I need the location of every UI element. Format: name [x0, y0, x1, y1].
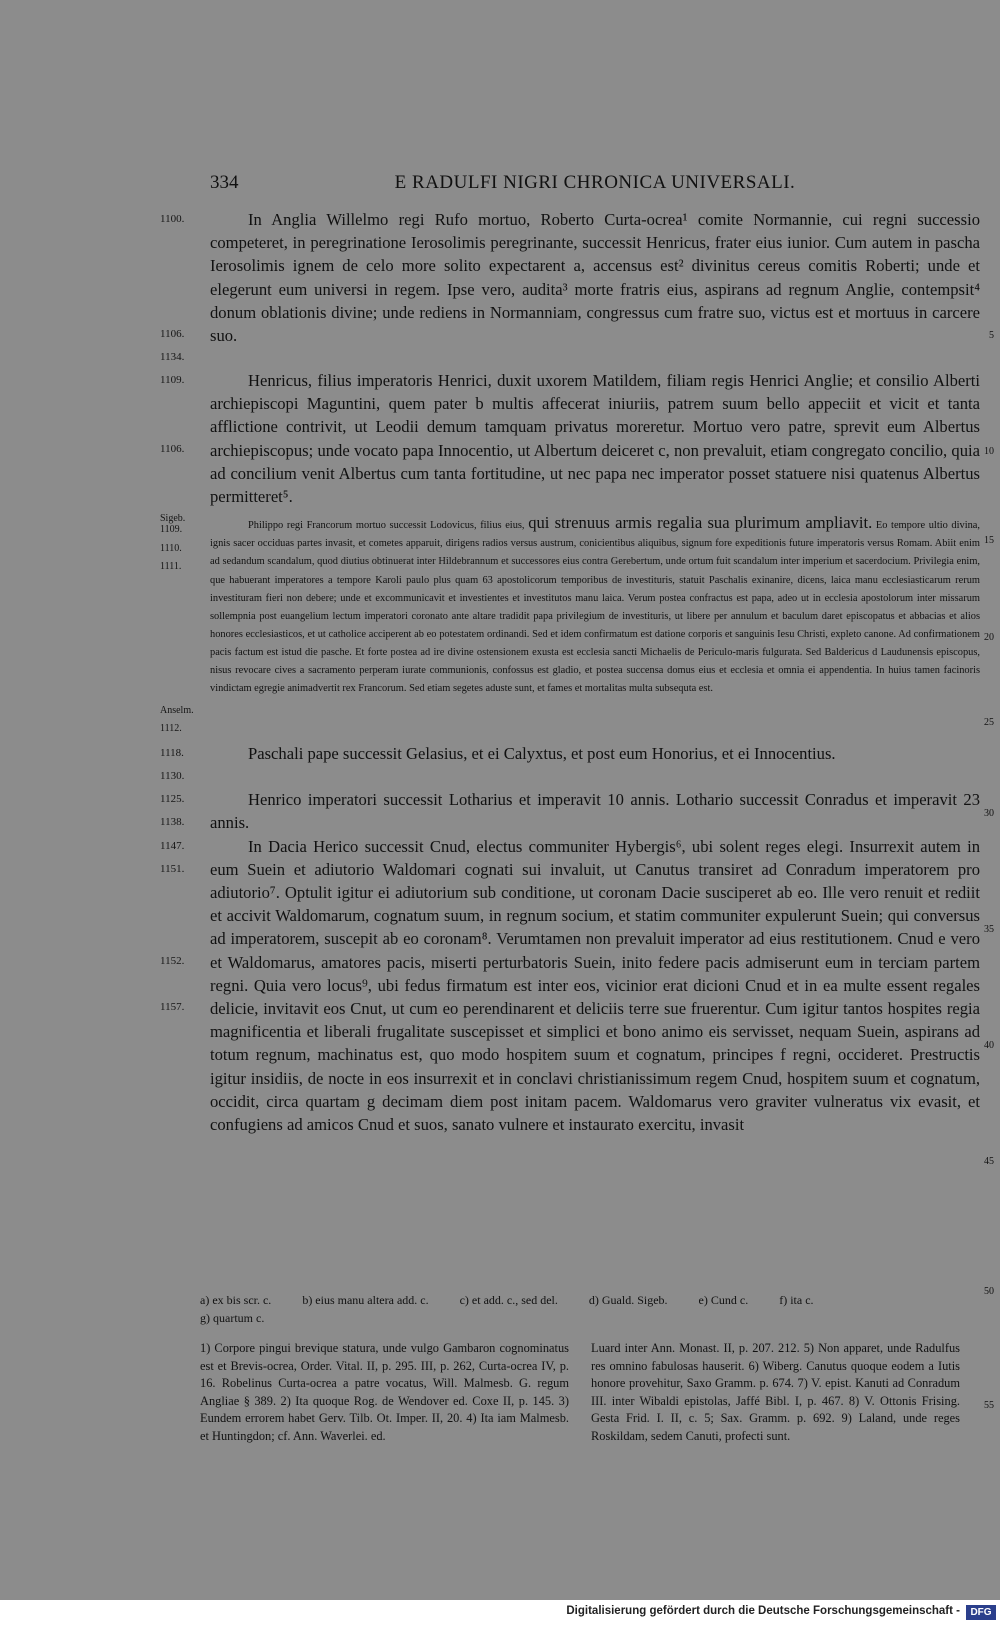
line-number: 5	[989, 330, 994, 341]
page-header	[210, 172, 980, 202]
sigebert-excerpt	[160, 514, 980, 738]
dfg-logo: DFG	[966, 1605, 996, 1620]
line-number: 40	[984, 1040, 994, 1051]
year-margin: 1100. 1106. 1134.	[160, 213, 185, 363]
line-number: 20	[984, 632, 994, 643]
paragraph-text: Henricus, filius imperatoris Henrici, duxit uxorem Matildem, filiam regis Henrici Anglie; et consilio Alberti archiepiscopi Maguntini, quem pater b multis affecerat iniuriis, patrem suum bello appeciit et vicit et tanta afflictione contrivit, ut Leodii demum tamquam privatus moreretur. Mortuo vero patre, sprevit eum Albertus archiepiscopus; unde vocato papa Innocentio, ut Albertum deiceret c, non prevaluit, etiam congregato concilio, quia ad concilium venit Albertus cum tanta fortitudine, ut nec papa nec imperator posset statuere nisi quatenus Albertus permitteret⁵.	[210, 371, 980, 507]
funding-credit: Digitalisierung gefördert durch die Deutsche Forschungsgemeinschaft -	[566, 1605, 960, 1617]
footnotes	[200, 1340, 960, 1446]
paragraph-text: In Dacia Herico successit Cnud, electus communiter Hybergis⁶, ubi solent reges elegi. Insurrexit autem in eum Suein et adiutorio Waldomari cognati sui invaluit, ut Canutus transiret ad Conradum imperatorem pro adiutorio⁷. Optulit igitur ei adiutorium sub conditione, ut coronam Dacie susciperet ab eo. Ille vero renuit et rediit et accivit Waldomarum, cognatum suum, in regnum socium, et statim communiter expulerunt Suein; qui conversus ad imperatorem, suscepit ab eo coronam⁸. Verumtamen non prevaluit imperator ad eius restitutionem. Cnud e vero et Waldomarus, amatores pacis, miserti perturbatoris Suein, inito federe pacis admiserunt eum in terciam partem regni. Quia vero locus⁹, ubi fedus firmatum est inter eos, vicinior erat dicioni Cnud et in ea multe essent regales delicie, invitavit eos Cnut, ut cum eo perendinarent et deliciis terre sue fruerentur. Cum igitur tantos hospites regia magnificentia et liberali frugalitate suscepisset et simplici et bono animo eis servisset, nequam Suein, aspirans ad totum regnum, machinatus est, quo modo hospitem suum et cognatum, principes f regni, occideret. Prestructis igitur insidiis, de nocte in eos insurrexit et in conclavi christianissimum regem Cnud, hospitem suum et cognatum, occidit, circa quartam g decimam diem post initam pacem. Waldomarus vero graviter vulneratus vix evasit, et confugiens ad amicos Cnud et suos, sanato vulnere et instaurato exercitu, invasit	[210, 836, 980, 1135]
line-number: 45	[984, 1156, 994, 1167]
line-number: 50	[984, 1286, 994, 1297]
sigebert-text: Philippo regi Francorum mortuo successit Lodovicus, filius eius, qui strenuus armis regalia sua plurimum ampliavit. Eo tempore ultio divina, ignis sacer occiduas partes invasit, et cometes apparuit, dirigens radios versus austrum, conicientibus aliquibus, signum fore expeditionis future imperatoris versus Romam. Abiit enim ad sedandum scandalum, quod diutius obtinuerat inter Hildebrannum et successores eius contra Gerebertum, unde ortum fuit scandalum inter imperium et sacerdocium. Privilegia enim, que habuerant imperatores a tempore Karoli paulo plus quam 63 apostolicorum temporibus de investituris, statuit Paschalis exinanire, dicens, laica manu ecclesiasticarum rerum investituram fieri non debere; unde et excommunicavit et investientes et investitutos manu laica. Verum postea confractus est papa, adeo ut in ecclesia apostolorum inter missarum sollempnia post euangelium lectum imperatori coronato ante altare tradidit papa privilegium de investituris, ut libere per annulum et baculum daret episcopatus et abbacias et alios honores ecclesiasticos, et ut catholice acciperent ab eo potestatem ordinandi. Sed et idem confirmatum est datione corporis et sanguinis Iesu Christi, expleto canone. Ad confirmationem pacis factum est istud die pasche. Et forte postea ad ire divine ostensionem exusta est ecclesia sancti Michaelis de Periculo-maris fulgurata. Sed Baldericus d Laudunensis episcopus, nisus revocare cives a sacramento perperam iurate communionis, confossus est gladio, et postea succensa domus eius et ecclesia et omnia ei appendentia. In huius tamen facinoris vindictam egregie animadvertit rex Francorum. Sed etiam segetes aduste sunt, et fames et mortalitas multa subsequta est.	[210, 513, 980, 695]
paragraph-text: In Anglia Willelmo regi Rufo mortuo, Roberto Curta-ocrea¹ comite Normannie, cui regni successio competeret, in peregrinatione Ierosolimis peregrinante, successit Henricus, frater eius iunior. Cum autem in pascha Ierosolimis ignem de celo more solito expectarent a, accensus est² divinitus cereus comitis Roberti; unde et elegerunt eum universi in regem. Ipse vero, audita³ morte fratris eius, aspirans ad regnum Anglie, contempsit⁴ donum oblationis divine; unde rediens in Normanniam, congressus cum fratre suo, victus est et mortuus in carcere suo.	[210, 210, 980, 346]
footnotes-right: Luard inter Ann. Monast. II, p. 207. 212. 5) Non apparet, unde Radulfus res omnino fabulosas hauserit. 6) Wiberg. Canutus quoque eodem a Iutis honore provehitur, Saxo Gramm. p. 674. 7) V. epist. Kanuti ad Conradum III. inter Wibaldi epistolas, Jaffé Bibl. I, p. 467. 8) V. Ottonis Frising. Gesta Frid. I. II, c. 5; Sax. Gramm. p. 692. 9) Laland, unde reges Roskildam, sedem Canuti, profecti sunt.	[591, 1341, 960, 1443]
line-number: 55	[984, 1400, 994, 1411]
running-title: E RADULFI NIGRI CHRONICA UNIVERSALI.	[394, 172, 796, 193]
page-number: 334	[210, 172, 239, 193]
line-number: 30	[984, 808, 994, 819]
year-margin: 1147. 1151. 1152. 1157.	[160, 839, 185, 1013]
footer-bar	[0, 1601, 1000, 1625]
critical-apparatus: a) ex bis scr. c. b) eius manu altera add. c. c) et add. c., sed del. d) Guald. Sigeb. e) Cund c. f) ita c. g) quartum c.	[200, 1293, 814, 1325]
year-margin: 1125. 1138.	[160, 793, 185, 829]
footnotes-left: 1) Corpore pingui brevique statura, unde vulgo Gambaron cognominatus est et Brevis-ocrea, Order. Vital. II, p. 295. III, p. 262, Curta-ocrea IV, p. 16. Robelinus Curta-ocrea a patre vocatus, Will. Malmesb. G. regum Angliae § 389. 2) Ita quoque Rog. de Wendover ed. Coxe II, p. 145. 3) Eundem errorem habet Gerv. Tilb. Ot. Imper. II, 20. 4) Ita iam Malmesb. et Huntingdon; cf. Ann. Waverlei. ed.	[200, 1341, 569, 1443]
main-text	[160, 208, 980, 1136]
paragraph	[160, 788, 980, 834]
paragraph	[160, 835, 980, 1137]
source-margin: Sigeb. 1109. 1110. 1111. Anselm. 1112.	[160, 513, 194, 735]
line-number: 10	[984, 446, 994, 457]
paragraph	[160, 369, 980, 508]
line-number: 35	[984, 924, 994, 935]
year-margin: 1109. 1106.	[160, 374, 185, 455]
line-number: 15	[984, 535, 994, 546]
paragraph-text: Paschali pape successit Gelasius, et ei Calyxtus, et post eum Honorius, et ei Innocentius.	[248, 744, 836, 764]
paragraph	[160, 742, 980, 788]
year-margin: 1118. 1130.	[160, 747, 185, 783]
paragraph-text: Henrico imperatori successit Lotharius et imperavit 10 annis. Lothario successit Conradus et imperavit 23 annis.	[210, 790, 980, 833]
paragraph	[160, 208, 980, 369]
line-number: 25	[984, 717, 994, 728]
